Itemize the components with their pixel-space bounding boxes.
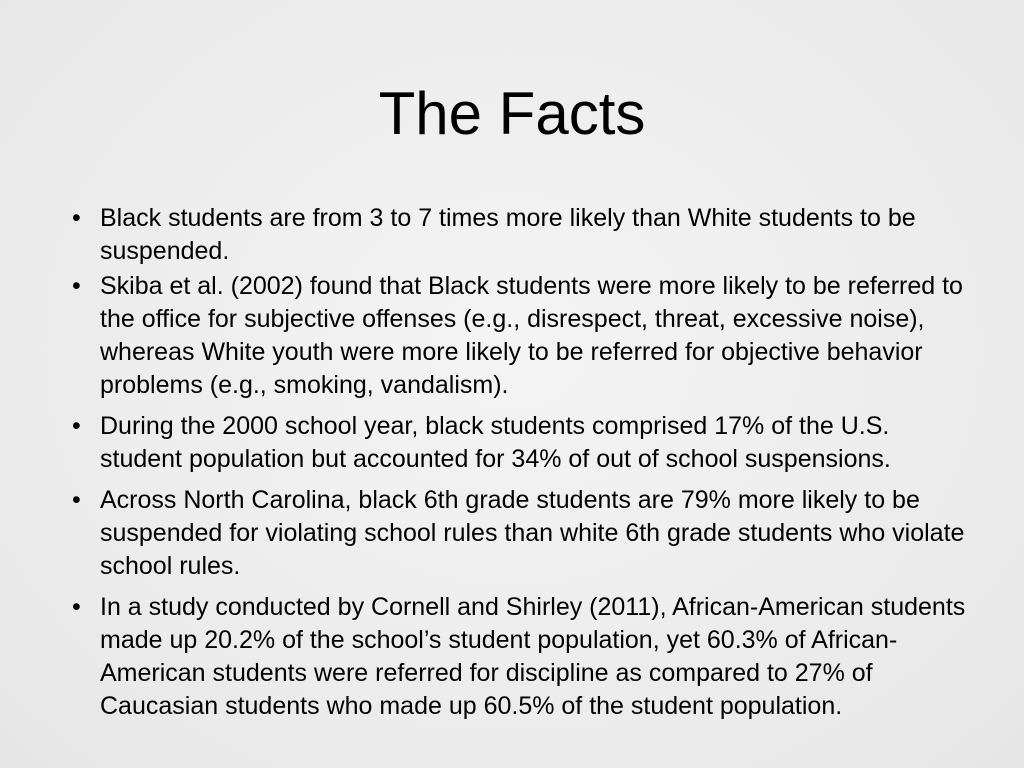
- bullet-item: [72, 202, 972, 268]
- bullet-glyph: •: [72, 412, 81, 440]
- bullet-list: [72, 202, 972, 723]
- bullet-text: In a study conducted by Cornell and Shirley (2011), African-American students made up 20.2% of the school’s student population, yet 60.3% of African-American students were referred for discipline as compared to 27% of Caucasian students who made up 60.5% of the student population.: [100, 593, 966, 720]
- bullet-text: During the 2000 school year, black students comprised 17% of the U.S. student population but accounted for 34% of out of school suspensions.: [100, 412, 891, 473]
- bullet-glyph: •: [72, 486, 81, 514]
- bullet-item: [72, 484, 972, 583]
- bullet-glyph: •: [72, 272, 81, 300]
- slide-title: The Facts: [378, 80, 646, 147]
- bullet-glyph: •: [72, 593, 81, 621]
- bullet-item: [72, 591, 972, 723]
- bullet-glyph: •: [72, 204, 81, 232]
- bullet-text: Black students are from 3 to 7 times more likely than White students to be suspended.: [100, 204, 916, 265]
- bullet-text: Across North Carolina, black 6th grade students are 79% more likely to be suspended for violating school rules than white 6th grade students who violate school rules.: [100, 486, 965, 580]
- bullet-item: [72, 410, 972, 476]
- bullet-item: [72, 270, 972, 402]
- bullet-text: Skiba et al. (2002) found that Black students were more likely to be referred to the office for subjective offenses (e.g., disrespect, threat, excessive noise), whereas White youth were more likely to be referred for objective behavior problems (e.g., smoking, vandalism).: [100, 272, 963, 399]
